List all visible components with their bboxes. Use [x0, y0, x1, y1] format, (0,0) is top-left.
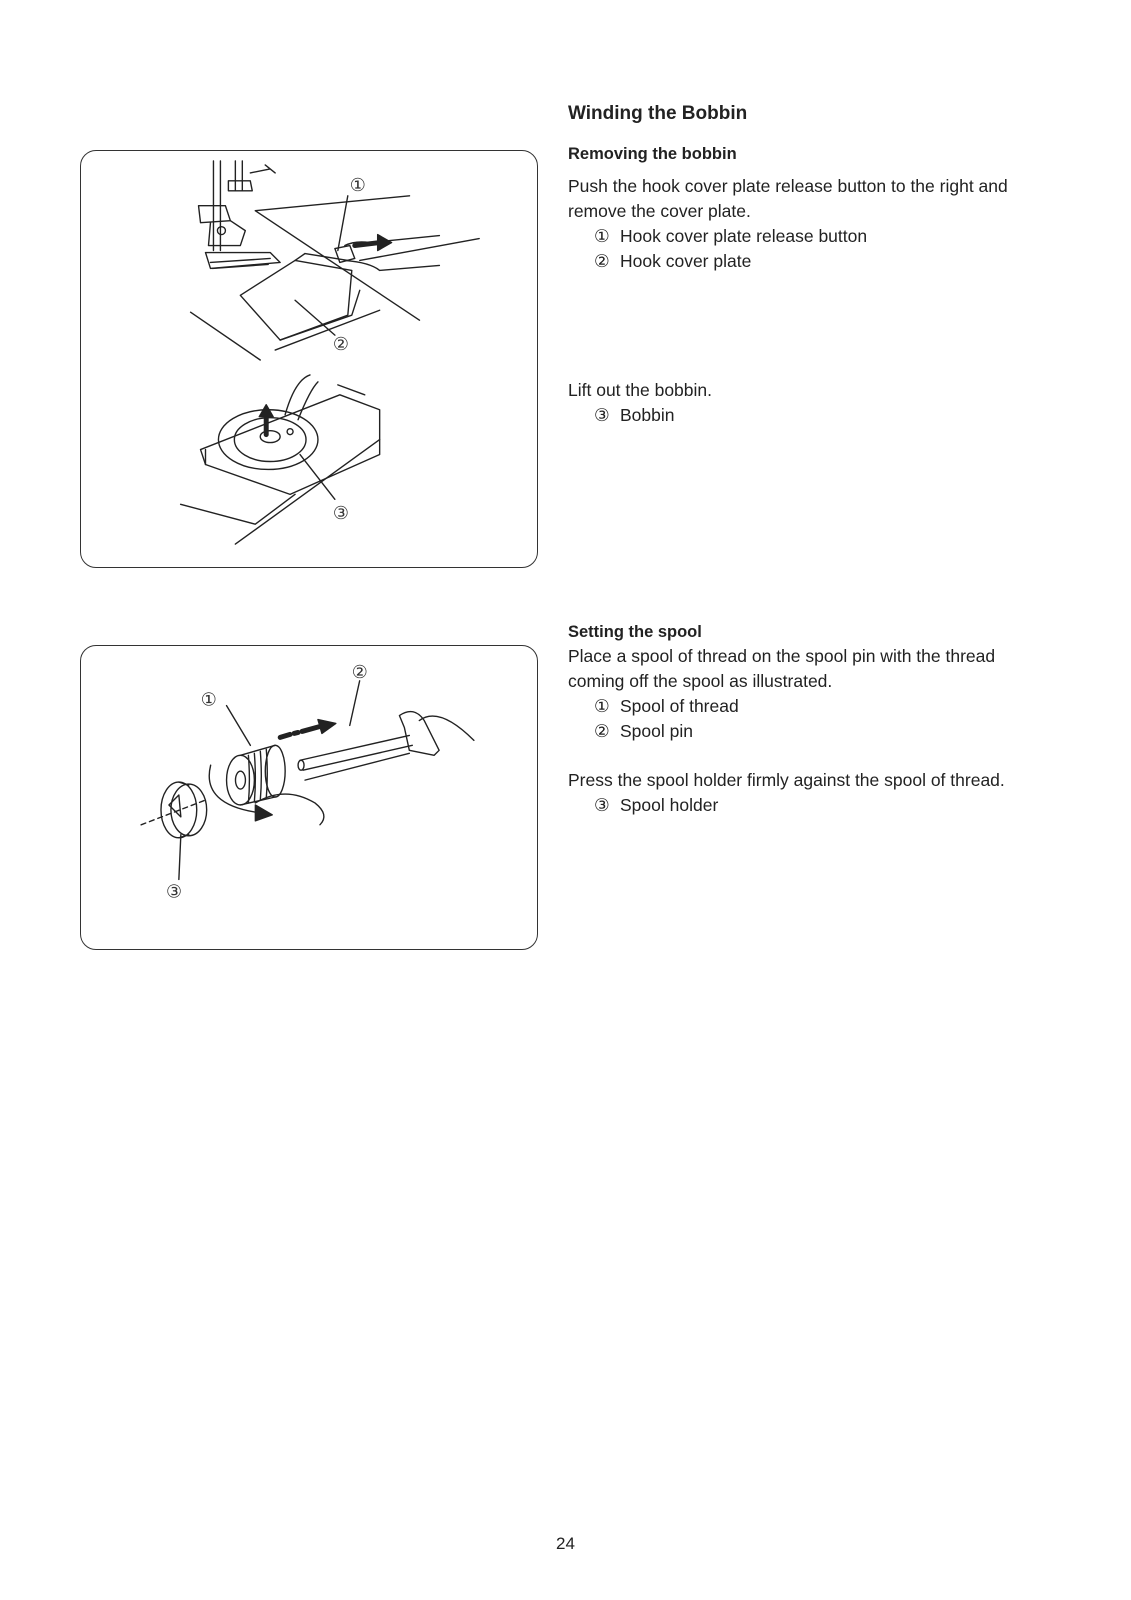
- section-setting-spool: [568, 623, 1028, 744]
- section-heading: Setting the spool: [568, 623, 702, 641]
- callout-2: ②: [351, 661, 368, 683]
- callout-3: ③: [332, 503, 349, 525]
- section-spool-holder: [568, 768, 1028, 818]
- list-item: [568, 249, 1028, 274]
- callout-number: ③: [594, 795, 610, 815]
- page-title: Winding the Bobbin: [568, 103, 748, 124]
- callout-3: ③: [165, 881, 182, 903]
- list-item: [568, 793, 1028, 818]
- item-label: Spool pin: [620, 721, 693, 741]
- illustration-spool-on-pin: [81, 646, 537, 949]
- callout-number: ②: [594, 251, 610, 271]
- instruction-text: Press the spool holder firmly against the spool of thread.: [568, 770, 1005, 790]
- instruction-text: Place a spool of thread on the spool pin with the thread coming off the spool as illustrated.: [568, 646, 996, 691]
- illustration-hook-cover-and-bobbin: [81, 151, 537, 567]
- item-label: Spool holder: [620, 795, 719, 815]
- callout-2: ②: [332, 334, 349, 356]
- callout-number: ②: [594, 721, 610, 741]
- figure-removing-bobbin: [80, 150, 538, 568]
- callout-number: ①: [594, 226, 610, 246]
- callout-number: ③: [594, 405, 610, 425]
- instruction-text: Lift out the bobbin.: [568, 380, 712, 400]
- callout-number: ①: [594, 696, 610, 716]
- list-item: [568, 719, 1028, 744]
- item-label: Hook cover plate release button: [620, 226, 868, 246]
- item-label: Hook cover plate: [620, 251, 752, 271]
- section-title-block: [568, 103, 1028, 125]
- instruction-text: Push the hook cover plate release button to the right and remove the cover plate.: [568, 176, 1008, 221]
- callout-1: ①: [200, 689, 217, 711]
- item-label: Bobbin: [620, 405, 675, 425]
- page-number: 24: [556, 1534, 575, 1553]
- callout-1: ①: [349, 174, 366, 196]
- section-removing-bobbin: [568, 145, 1028, 274]
- section-heading: Removing the bobbin: [568, 145, 737, 163]
- figure-setting-spool: [80, 645, 538, 950]
- list-item: [568, 224, 1028, 249]
- list-item: [568, 694, 1028, 719]
- item-label: Spool of thread: [620, 696, 739, 716]
- list-item: [568, 403, 1028, 428]
- section-lift-bobbin: [568, 378, 1028, 428]
